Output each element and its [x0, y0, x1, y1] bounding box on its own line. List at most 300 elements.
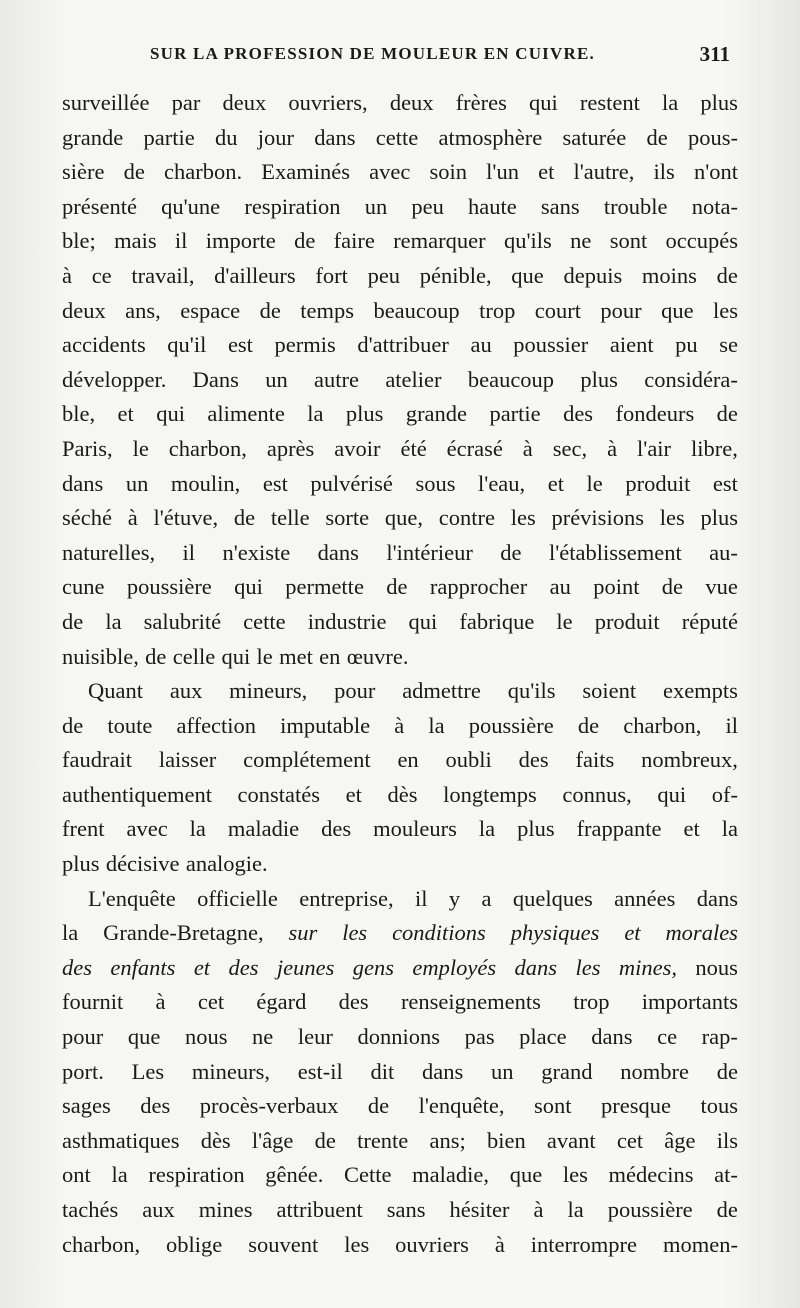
word: est [712, 470, 738, 496]
word: dans [591, 1024, 633, 1050]
word: poussière [126, 574, 212, 600]
word: produit [594, 608, 660, 634]
word: mouleurs [373, 816, 457, 842]
word: connus, [562, 781, 632, 807]
word: avant [546, 1127, 596, 1153]
word: jeunes [276, 954, 335, 980]
word: sière [62, 159, 105, 185]
word: frappante [576, 816, 662, 842]
word: donnions [357, 1024, 440, 1050]
word: remarquer [393, 228, 486, 254]
word: il [182, 539, 196, 565]
word: restent [579, 90, 640, 115]
word: deux [222, 90, 267, 115]
word: de [145, 643, 167, 669]
word: en [319, 643, 341, 669]
word: dans [314, 124, 356, 150]
word: partie [143, 124, 195, 150]
word: de [716, 1197, 738, 1222]
word: plus [62, 851, 100, 877]
word: au [470, 332, 492, 358]
word: permette [285, 574, 364, 600]
word: mais [114, 228, 157, 254]
word: l'enquête, [418, 1093, 505, 1119]
word: à [127, 505, 138, 531]
word: sur [288, 920, 318, 946]
word: sorte [325, 505, 370, 531]
word: la [478, 816, 496, 842]
word: égard [256, 989, 307, 1015]
word: renseignements [400, 989, 541, 1015]
word: bien [486, 1127, 526, 1153]
word: la [105, 608, 122, 634]
text-line [62, 951, 738, 986]
word: à [522, 435, 533, 461]
word: Paris, [62, 435, 113, 461]
word: importe [205, 228, 276, 254]
word: charbon, [168, 435, 247, 461]
word: de [646, 124, 668, 150]
word: soient [582, 678, 637, 704]
word: faire [333, 228, 375, 254]
word: nombre [620, 1058, 689, 1084]
word: admettre [402, 678, 481, 704]
word: que [511, 262, 544, 288]
page-number: 311 [699, 42, 730, 66]
word: gênée. [265, 1162, 324, 1188]
word: au- [709, 539, 738, 565]
word: L'enquête [88, 885, 176, 911]
text-line [62, 328, 738, 363]
word: âge [664, 1127, 696, 1153]
text-line [62, 363, 738, 398]
word: des [338, 989, 369, 1015]
text-line [62, 1124, 738, 1159]
word: employés [412, 954, 497, 980]
word: pour [600, 297, 642, 323]
word: à [155, 989, 166, 1015]
word: port. [62, 1058, 104, 1084]
word: cet [616, 1127, 644, 1153]
word: charbon, [623, 712, 702, 738]
word: sont [609, 228, 648, 254]
word: pulvérisé [310, 470, 393, 496]
word: sec, [552, 435, 588, 461]
word: espace [180, 297, 241, 323]
word: mines, [618, 954, 677, 980]
word: interrompre [530, 1231, 638, 1257]
word: faits [575, 747, 615, 773]
word: aient [609, 332, 654, 358]
word: aux [142, 1197, 175, 1222]
word: l'établissement [548, 539, 682, 565]
word: sont [534, 1093, 572, 1119]
text-line [62, 432, 738, 467]
word: qui [529, 90, 558, 115]
word: ce [657, 1024, 678, 1050]
word: en [397, 747, 419, 773]
word: of- [711, 781, 738, 807]
word: plus [345, 401, 384, 427]
word: longtemps [443, 781, 537, 807]
word: dans [514, 954, 558, 980]
word: et [538, 159, 555, 185]
word: Grande-Bretagne, [103, 920, 264, 946]
word: la [721, 816, 738, 842]
word: la [567, 1197, 584, 1222]
text-line [62, 778, 738, 813]
word: et [193, 954, 211, 980]
text-line [62, 605, 738, 640]
word: de [500, 539, 522, 565]
word: les [575, 954, 601, 980]
word: libre, [691, 435, 738, 461]
word: y [448, 885, 461, 911]
word: est [262, 470, 288, 496]
word: la [62, 920, 79, 946]
word: oblige [166, 1231, 223, 1257]
word: le [256, 643, 273, 669]
text-line [62, 570, 738, 605]
word: l'air [637, 435, 672, 461]
word: dans [696, 885, 738, 911]
word: à [494, 1231, 505, 1257]
word: telle [270, 505, 310, 531]
word: l'âge [251, 1127, 294, 1153]
text-line [62, 709, 738, 744]
word: cette [375, 124, 419, 150]
word: à [62, 262, 72, 288]
word: gens [352, 954, 395, 980]
text-line [62, 155, 738, 190]
word: plus [700, 505, 738, 531]
word: prévisions [551, 505, 644, 531]
word: il [414, 885, 428, 911]
word: de [123, 159, 145, 185]
word: industrie [307, 608, 387, 634]
running-title: SUR LA PROFESSION DE MOULEUR EN CUIVRE. [150, 44, 595, 63]
word: leur [297, 1024, 333, 1050]
word: les [510, 505, 536, 531]
word: affection [176, 712, 257, 738]
word: maladie [227, 816, 300, 842]
word: un [265, 366, 288, 392]
word: n'ont [693, 159, 738, 185]
text-line [62, 294, 738, 329]
word: de [367, 1093, 390, 1119]
word: pas [464, 1024, 495, 1050]
word: la [111, 1162, 128, 1188]
word: réputé [681, 608, 738, 634]
word: dans [62, 470, 104, 496]
word: séché [62, 505, 112, 531]
word: court [534, 297, 581, 323]
word: des [321, 816, 352, 842]
word: l'un [486, 159, 519, 185]
word: à [533, 1197, 544, 1222]
word: temps [300, 297, 355, 323]
word: complétement [243, 747, 371, 773]
word: peu [367, 262, 401, 288]
text-line [62, 847, 738, 882]
word: procès-verbaux [199, 1093, 339, 1119]
word: mines [198, 1197, 253, 1222]
word: occupés [665, 228, 738, 254]
word: du [214, 124, 238, 150]
word: de [716, 401, 738, 427]
text-line [62, 1228, 738, 1263]
text-line [62, 501, 738, 536]
word: par [171, 90, 201, 115]
text-line [62, 743, 738, 778]
word: autre [314, 366, 359, 392]
word: travail, [131, 262, 195, 288]
word: la [189, 816, 206, 842]
word: nombreux, [641, 747, 738, 773]
word: les [562, 1162, 588, 1188]
word: n'existe [222, 539, 291, 565]
word: présenté [62, 193, 137, 219]
word: Les [131, 1058, 165, 1084]
word: et [345, 781, 362, 807]
word: poussière [468, 712, 554, 738]
word: sans [386, 1197, 426, 1222]
word: vue [705, 574, 738, 600]
word: contre [438, 505, 495, 531]
word: respiration [244, 193, 341, 219]
word: fournit [62, 989, 124, 1015]
word: un [491, 1058, 514, 1084]
word: de [716, 262, 738, 288]
word: et [624, 920, 641, 946]
word: œuvre. [346, 643, 409, 669]
word: tachés [62, 1197, 119, 1222]
word: partie [489, 401, 541, 427]
text-line [62, 190, 738, 225]
word: se [719, 332, 738, 358]
word: soin [429, 159, 467, 185]
word: trop [479, 297, 516, 323]
word: souvent [248, 1231, 319, 1257]
word: quelques [512, 885, 593, 911]
word: des [228, 954, 259, 980]
word: est [227, 332, 253, 358]
word: mineurs, [229, 678, 308, 704]
word: dès [387, 781, 418, 807]
word: dit [370, 1058, 395, 1084]
word: place [519, 1024, 567, 1050]
word: point [593, 574, 640, 600]
word: de [577, 712, 600, 738]
word: produit [625, 470, 691, 496]
word: tous [700, 1093, 738, 1119]
word: at- [714, 1162, 738, 1188]
word: les [659, 505, 685, 531]
text-line [62, 1055, 738, 1090]
word: avec [126, 816, 168, 842]
word: écrasé [446, 435, 503, 461]
word: hésiter [449, 1197, 510, 1222]
word: attribuent [276, 1197, 363, 1222]
word: haute [468, 193, 517, 219]
word: imputable [280, 712, 371, 738]
word: pu [675, 332, 698, 358]
word: d'ailleurs [214, 262, 296, 288]
word: beaucoup [467, 366, 555, 392]
text-line [62, 1193, 738, 1228]
word: pour [62, 1024, 104, 1050]
word: salubrité [143, 608, 222, 634]
text-line [62, 985, 738, 1020]
word: nous [184, 1024, 228, 1050]
word: surveillée [62, 90, 150, 115]
word: jour [257, 124, 294, 150]
word: nota- [691, 193, 738, 219]
word: Dans [192, 366, 239, 392]
word: que, [384, 505, 423, 531]
word: ans, [125, 297, 161, 323]
word: ble; [62, 228, 96, 254]
word: oubli [445, 747, 492, 773]
word: l'autre, [573, 159, 635, 185]
word: qu'il [167, 332, 207, 358]
word: a [481, 885, 492, 911]
word: officielle [197, 885, 278, 911]
word: presque [601, 1093, 671, 1119]
word: nuisible, [62, 643, 139, 669]
word: frent [62, 816, 105, 842]
word: entreprise, [299, 885, 394, 911]
word: années [614, 885, 676, 911]
text-line [62, 121, 738, 156]
word: de [233, 505, 256, 531]
word: que [661, 297, 694, 323]
word: trente [357, 1127, 409, 1153]
word: de [294, 228, 316, 254]
word: fort [315, 262, 348, 288]
text-line [62, 86, 738, 121]
word: les [342, 920, 368, 946]
word: pous- [687, 124, 738, 150]
word: sous [415, 470, 456, 496]
word: plus [580, 366, 618, 392]
text-line [62, 1158, 738, 1193]
word: ne [252, 1024, 274, 1050]
word: atelier [385, 366, 442, 392]
word: un [364, 193, 388, 219]
word: de [62, 712, 84, 738]
word: plus [517, 816, 555, 842]
text-line [62, 882, 738, 917]
word: de [386, 574, 408, 600]
word: des [62, 954, 92, 980]
word: considéra- [644, 366, 738, 392]
word: des [140, 1093, 171, 1119]
word: le [556, 608, 573, 634]
word: pour [334, 678, 376, 704]
word: respiration [148, 1162, 245, 1188]
text-line [62, 224, 738, 259]
text-line [62, 674, 738, 709]
word: rap- [701, 1024, 738, 1050]
word: aux [169, 678, 203, 704]
word: qu'ils [507, 678, 556, 704]
word: depuis [563, 262, 623, 288]
word: plus [700, 90, 738, 115]
word: qu'ils [503, 228, 552, 254]
word: moins [641, 262, 697, 288]
word: ans; [429, 1127, 466, 1153]
word: d'attribuer [357, 332, 449, 358]
word: trop [573, 989, 610, 1015]
word: dans [422, 1058, 464, 1084]
word: ont [62, 1162, 91, 1188]
word: l'étuve, [153, 505, 219, 531]
word: un [125, 470, 149, 496]
word: de [716, 1058, 738, 1084]
word: faudrait [62, 747, 132, 773]
word: de [259, 297, 281, 323]
word: la [428, 712, 445, 738]
word: atmosphère [438, 124, 543, 150]
word: que [127, 1024, 161, 1050]
word: qui [408, 608, 438, 634]
word: Cette [344, 1162, 392, 1188]
word: analogie. [185, 851, 268, 877]
word: dans [317, 539, 359, 565]
word: des [518, 747, 549, 773]
word: laisser [158, 747, 217, 773]
word: à [394, 712, 405, 738]
word: pénible, [419, 262, 492, 288]
word: morales [665, 920, 738, 946]
word: physiques [510, 920, 600, 946]
word: avoir [334, 435, 381, 461]
text-line [62, 916, 738, 951]
word: maladie, [412, 1162, 490, 1188]
word: frères [455, 90, 507, 115]
word: développer. [62, 366, 167, 392]
word: exempts [662, 678, 738, 704]
text-line [62, 1020, 738, 1055]
word: moulin, [170, 470, 241, 496]
text-line [62, 812, 738, 847]
word: sans [540, 193, 580, 219]
word: il [174, 228, 188, 254]
word: de [661, 574, 684, 600]
word: charbon, [62, 1231, 141, 1257]
word: ils [716, 1127, 738, 1153]
word: la [662, 90, 679, 115]
word: ouvriers [395, 1231, 469, 1257]
word: qui [156, 401, 185, 427]
word: saturée [562, 124, 627, 150]
word: grande [62, 124, 124, 150]
body-text [62, 86, 738, 1262]
word: ne [570, 228, 592, 254]
word: grande [405, 401, 468, 427]
word: Quant [88, 678, 143, 704]
word: nous [695, 954, 738, 980]
word: qui [234, 574, 263, 600]
word: de [62, 608, 84, 634]
text-line [62, 259, 738, 294]
word: ce [91, 262, 112, 288]
word: constatés [237, 781, 321, 807]
word: authentiquement [62, 781, 212, 807]
word: des [563, 401, 594, 427]
word: ouvriers, [288, 90, 368, 115]
